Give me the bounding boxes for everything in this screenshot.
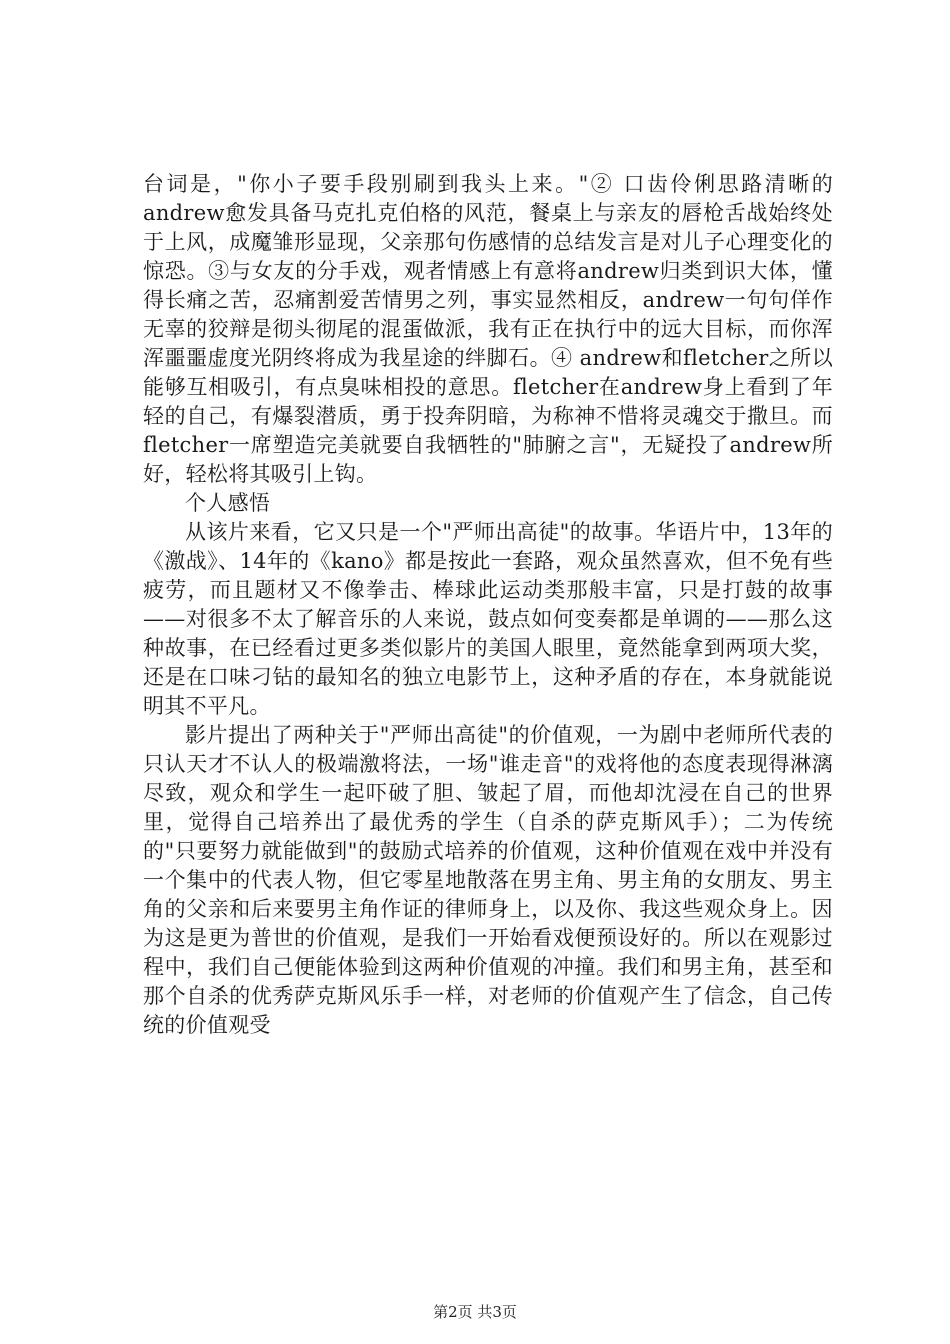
paragraph-2: 从该片来看，它又只是一个"严师出高徒"的故事。华语片中，13年的《激战》、14年的《kano》都是按此一套路，观众虽然喜欢，但不免有些疲劳，而且题材又不像拳击、棒球此运动类那般丰富，只是打鼓的故事——对很多不太了解音乐的人来说，鼓点如何变奏都是单调的——那么这种故事，在已经看过更多类似影片的美国人眼里，竟然能拿到两项大奖，还是在口味刁钻的最知名的独立电影节上，这种矛盾的存在，本身就能说明其不平凡。 — [143, 520, 833, 718]
document-body — [143, 170, 833, 1040]
section-heading-personal-insight: 个人感悟 — [185, 491, 271, 515]
page-number-footer: 第2页 共3页 — [433, 1303, 517, 1321]
paragraph-3: 影片提出了两种关于"严师出高徒"的价值观，一为剧中老师所代表的只认天才不认人的极端激将法，一场"谁走音"的戏将他的态度表现得淋漓尽致，观众和学生一起吓破了胆、皱起了眉，而他却沈浸在自己的世界里，觉得自己培养出了最优秀的学生（自杀的萨克斯风手）；二为传统的"只要努力就能做到"的鼓励式培养的价值观，这种价值观在戏中并没有一个集中的代表人物，但它零星地散落在男主角、男主角的女朋友、男主角的父亲和后来要男主角作证的律师身上，以及你、我这些观众身上。因为这是更为普世的价值观，是我们一开始看戏便预设好的。所以在观影过程中，我们自己便能体验到这两种价值观的冲撞。我们和男主角，甚至和那个自杀的优秀萨克斯风乐手一样，对老师的价值观产生了信念，自己传统的价值观受 — [143, 723, 833, 1037]
paragraph-1: 台词是，"你小子要手段别刷到我头上来。"② 口齿伶俐思路清晰的andrew愈发具备马克扎克伯格的风范，餐桌上与亲友的唇枪舌战始终处于上风，成魔雏形显现，父亲那句伤感情的总结发言是对儿子心理变化的惊恐。③与女友的分手戏，观者情感上有意将andrew归类到识大体，懂得长痛之苦，忍痛割爱苦情男之列，事实显然相反，andrew一句句佯作无辜的狡辩是彻头彻尾的混蛋做派，我有正在执行中的远大目标，而你浑浑噩噩虚度光阴终将成为我星途的绊脚石。④ andrew和fletcher之所以能够互相吸引，有点臭味相投的意思。fletcher在andrew身上看到了年轻的自己，有爆裂潜质，勇于投奔阴暗，为称神不惜将灵魂交于撒旦。而fletcher一席塑造完美就要自我牺牲的"肺腑之言"，无疑投了andrew所好，轻松将其吸引上钩。 — [143, 172, 833, 486]
